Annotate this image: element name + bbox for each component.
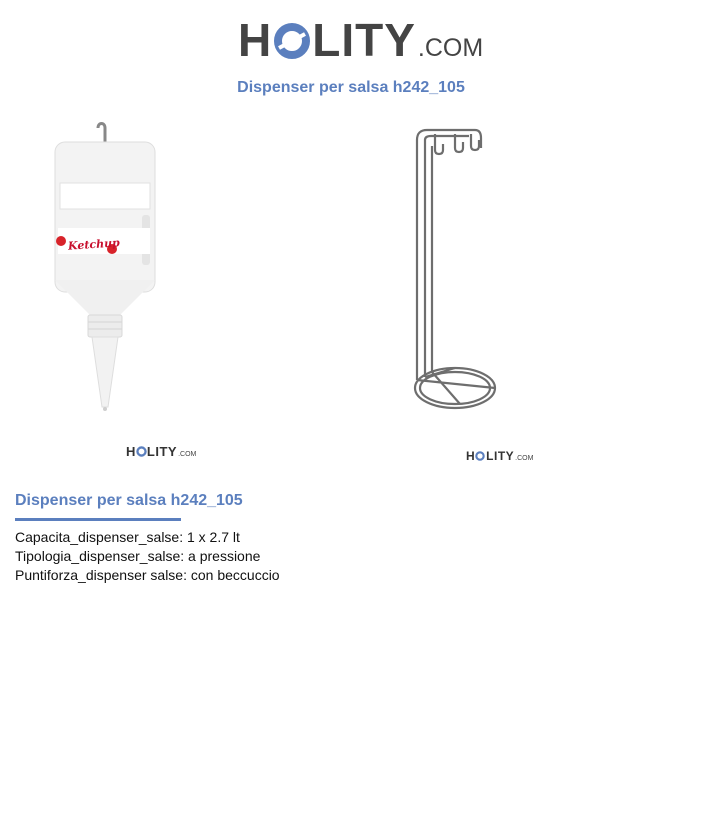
logo-o-icon bbox=[273, 22, 311, 60]
spec-type: Tipologia_dispenser_salse: a pressione bbox=[15, 548, 261, 564]
watermark-lity: LITY bbox=[146, 444, 178, 459]
spec-capacity: Capacita_dispenser_salse: 1 x 2.7 lt bbox=[15, 529, 240, 545]
watermark-com: .COM bbox=[515, 455, 534, 462]
logo-letters-lity: LITY bbox=[312, 14, 416, 66]
product-image-bottle bbox=[50, 120, 160, 420]
watermark-logo-2 bbox=[466, 447, 533, 463]
watermark-lity: LITY bbox=[486, 449, 515, 463]
watermark-logo-1 bbox=[126, 443, 196, 459]
title-underline bbox=[15, 518, 181, 521]
watermark-o-icon bbox=[475, 448, 486, 459]
spec-tip: Puntiforza_dispenser salse: con beccuccio bbox=[15, 567, 280, 583]
watermark-o-icon bbox=[136, 444, 147, 455]
watermark-h: H bbox=[126, 444, 136, 459]
watermark-com: .COM bbox=[178, 451, 197, 458]
watermark-h: H bbox=[466, 449, 476, 463]
ketchup-label-text: Ketchup bbox=[67, 236, 121, 253]
page-title: Dispenser per salsa h242_105 bbox=[237, 79, 465, 96]
spec-list bbox=[15, 528, 280, 585]
logo-suffix: .COM bbox=[417, 34, 484, 62]
product-title: Dispenser per salsa h242_105 bbox=[15, 492, 243, 509]
logo-letter-h: H bbox=[238, 14, 273, 66]
product-image-stand bbox=[405, 122, 505, 417]
holity-logo[interactable] bbox=[238, 12, 488, 68]
